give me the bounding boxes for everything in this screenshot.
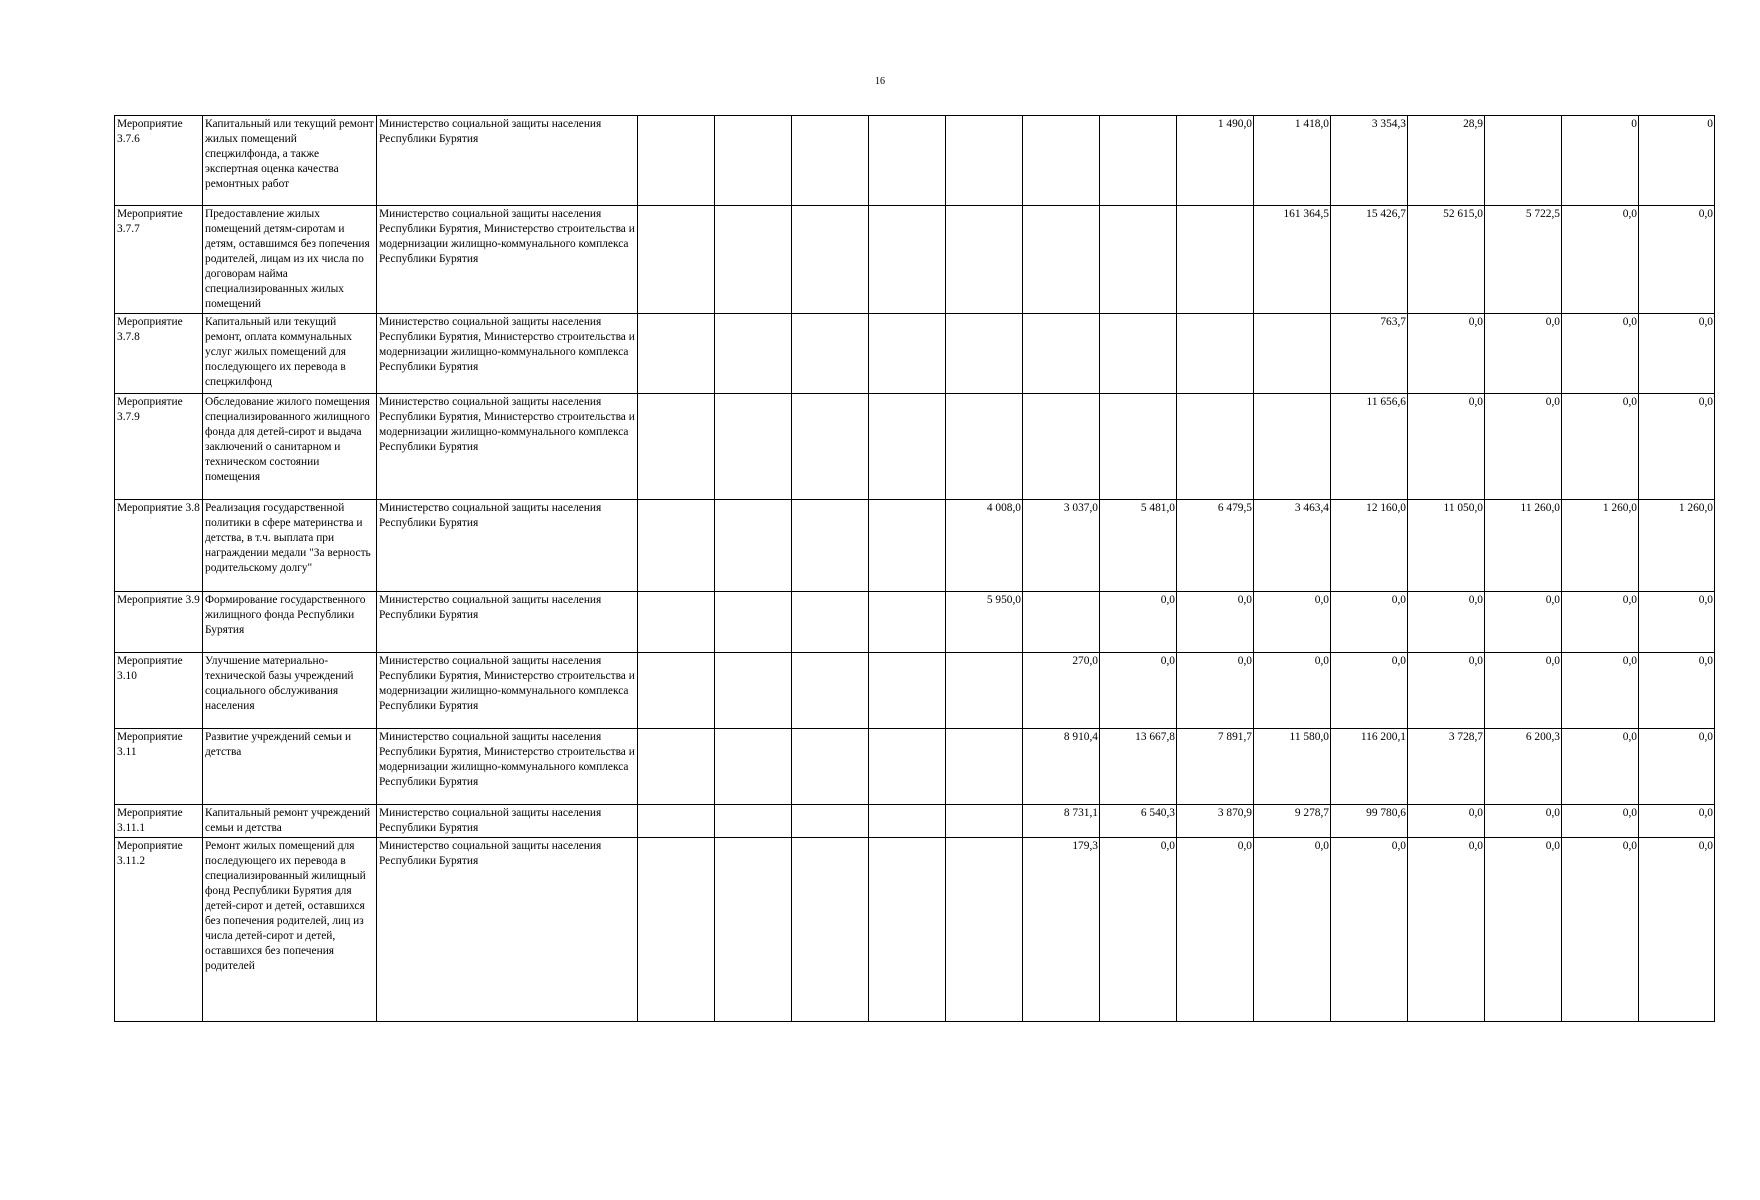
value-cell: 0,0 (1639, 206, 1715, 314)
value-cell: 0,0 (1562, 206, 1639, 314)
executor: Министерство социальной защиты населения Республики Бурятия, Министерство строительства и модернизации жилищно-коммунального комплекса Республики Бурятия (377, 653, 638, 729)
executor: Министерство социальной защиты населения Республики Бурятия (377, 116, 638, 206)
value-cell: 0,0 (1254, 653, 1331, 729)
value-cell: 0,0 (1639, 314, 1715, 394)
executor: Министерство социальной защиты населения Республики Бурятия (377, 592, 638, 653)
value-cell: 763,7 (1331, 314, 1408, 394)
table-row (115, 394, 1715, 500)
value-cell: 0,0 (1331, 592, 1408, 653)
value-cell: 0,0 (1485, 394, 1562, 500)
value-cell (792, 653, 869, 729)
value-cell (638, 838, 715, 1022)
value-cell (715, 206, 792, 314)
value-cell: 270,0 (1023, 653, 1100, 729)
value-cell (946, 805, 1023, 838)
value-cell (638, 394, 715, 500)
table-row (115, 838, 1715, 1022)
value-cell: 8 731,1 (1023, 805, 1100, 838)
value-cell (715, 805, 792, 838)
value-cell: 0,0 (1177, 653, 1254, 729)
value-cell (1177, 206, 1254, 314)
executor: Министерство социальной защиты населения Республики Бурятия, Министерство строительства и модернизации жилищно-коммунального комплекса Республики Бурятия (377, 206, 638, 314)
value-cell: 0,0 (1562, 729, 1639, 805)
value-cell (1100, 394, 1177, 500)
activity-title: Капитальный или текущий ремонт, оплата коммунальных услуг жилых помещений для последующего их перевода в спецжилфонд (203, 314, 377, 394)
activity-title: Ремонт жилых помещений для последующего их перевода в специализированный жилищный фонд Республики Бурятия для детей-сирот и детей, оставшихся без попечения родителей, лиц из числа детей-сирот и детей, оставшихся без попечения родителей (203, 838, 377, 1022)
activity-code: Мероприятие 3.7.8 (115, 314, 203, 394)
value-cell (792, 592, 869, 653)
executor: Министерство социальной защиты населения Республики Бурятия, Министерство строительства и модернизации жилищно-коммунального комплекса Республики Бурятия (377, 314, 638, 394)
value-cell (1100, 314, 1177, 394)
value-cell (869, 805, 946, 838)
value-cell (1023, 592, 1100, 653)
value-cell: 116 200,1 (1331, 729, 1408, 805)
table-row (115, 206, 1715, 314)
value-cell (715, 838, 792, 1022)
activity-title: Улучшение материально-технической базы учреждений социального обслуживания населения (203, 653, 377, 729)
value-cell: 11 260,0 (1485, 500, 1562, 592)
value-cell: 9 278,7 (1254, 805, 1331, 838)
value-cell: 0,0 (1562, 805, 1639, 838)
value-cell (715, 592, 792, 653)
activity-title: Предоставление жилых помещений детям-сиротам и детям, оставшимся без попечения родителей, лицам из их числа по договорам найма специализированных жилых помещений (203, 206, 377, 314)
activity-title: Обследование жилого помещения специализированного жилищного фонда для детей-сирот и выдача заключений о санитарном и техническом состоянии помещения (203, 394, 377, 500)
value-cell (869, 206, 946, 314)
table-row (115, 500, 1715, 592)
value-cell: 3 870,9 (1177, 805, 1254, 838)
value-cell: 12 160,0 (1331, 500, 1408, 592)
value-cell: 1 418,0 (1254, 116, 1331, 206)
value-cell: 0,0 (1100, 838, 1177, 1022)
activity-title: Формирование государственного жилищного фонда Республики Бурятия (203, 592, 377, 653)
value-cell (792, 116, 869, 206)
value-cell (715, 314, 792, 394)
value-cell (792, 838, 869, 1022)
budget-table (114, 115, 1715, 1022)
value-cell: 0,0 (1639, 729, 1715, 805)
value-cell: 0,0 (1331, 653, 1408, 729)
value-cell (1023, 206, 1100, 314)
value-cell: 0,0 (1177, 838, 1254, 1022)
value-cell: 0,0 (1408, 314, 1485, 394)
value-cell: 11 656,6 (1331, 394, 1408, 500)
value-cell: 13 667,8 (1100, 729, 1177, 805)
value-cell: 0,0 (1562, 314, 1639, 394)
value-cell: 0,0 (1485, 838, 1562, 1022)
value-cell: 0,0 (1562, 394, 1639, 500)
value-cell: 0,0 (1331, 838, 1408, 1022)
value-cell (1023, 394, 1100, 500)
value-cell: 15 426,7 (1331, 206, 1408, 314)
value-cell (715, 116, 792, 206)
value-cell (946, 206, 1023, 314)
value-cell (715, 653, 792, 729)
value-cell (946, 394, 1023, 500)
value-cell: 0 (1639, 116, 1715, 206)
table-row (115, 314, 1715, 394)
value-cell: 0,0 (1485, 805, 1562, 838)
executor: Министерство социальной защиты населения Республики Бурятия, Министерство строительства и модернизации жилищно-коммунального комплекса Республики Бурятия (377, 729, 638, 805)
value-cell (792, 206, 869, 314)
value-cell: 0,0 (1562, 592, 1639, 653)
activity-code: Мероприятие 3.10 (115, 653, 203, 729)
value-cell (869, 838, 946, 1022)
table-row (115, 805, 1715, 838)
value-cell (946, 314, 1023, 394)
value-cell (946, 116, 1023, 206)
value-cell (1254, 394, 1331, 500)
activity-title: Капитальный или текущий ремонт жилых помещений спецжилфонда, а также экспертная оценка качества ремонтных работ (203, 116, 377, 206)
value-cell: 0,0 (1639, 653, 1715, 729)
value-cell: 0,0 (1639, 394, 1715, 500)
value-cell (638, 653, 715, 729)
value-cell: 0,0 (1100, 592, 1177, 653)
value-cell: 99 780,6 (1331, 805, 1408, 838)
value-cell (1023, 314, 1100, 394)
table-row (115, 653, 1715, 729)
value-cell (1100, 206, 1177, 314)
value-cell (1177, 394, 1254, 500)
value-cell (638, 116, 715, 206)
value-cell (638, 729, 715, 805)
value-cell: 0,0 (1408, 653, 1485, 729)
table-row (115, 116, 1715, 206)
page-number: 16 (875, 76, 885, 87)
table-row (115, 729, 1715, 805)
value-cell: 8 910,4 (1023, 729, 1100, 805)
value-cell: 0,0 (1408, 838, 1485, 1022)
activity-code: Мероприятие 3.7.9 (115, 394, 203, 500)
value-cell: 5 950,0 (946, 592, 1023, 653)
value-cell (638, 206, 715, 314)
value-cell: 0,0 (1408, 805, 1485, 838)
value-cell (792, 729, 869, 805)
table-row (115, 592, 1715, 653)
executor: Министерство социальной защиты населения Республики Бурятия, Министерство строительства и модернизации жилищно-коммунального комплекса Республики Бурятия (377, 394, 638, 500)
value-cell (792, 394, 869, 500)
value-cell: 1 490,0 (1177, 116, 1254, 206)
value-cell: 0,0 (1562, 838, 1639, 1022)
value-cell: 0,0 (1639, 838, 1715, 1022)
value-cell: 3 354,3 (1331, 116, 1408, 206)
executor: Министерство социальной защиты населения Республики Бурятия (377, 805, 638, 838)
value-cell: 28,9 (1408, 116, 1485, 206)
executor: Министерство социальной защиты населения Республики Бурятия (377, 838, 638, 1022)
value-cell (792, 500, 869, 592)
value-cell: 1 260,0 (1562, 500, 1639, 592)
value-cell (1177, 314, 1254, 394)
value-cell: 52 615,0 (1408, 206, 1485, 314)
activity-code: Мероприятие 3.11.1 (115, 805, 203, 838)
value-cell: 0,0 (1485, 592, 1562, 653)
value-cell: 3 463,4 (1254, 500, 1331, 592)
value-cell: 6 479,5 (1177, 500, 1254, 592)
value-cell (869, 394, 946, 500)
value-cell: 0,0 (1408, 394, 1485, 500)
value-cell: 179,3 (1023, 838, 1100, 1022)
value-cell: 0,0 (1177, 592, 1254, 653)
value-cell: 1 260,0 (1639, 500, 1715, 592)
activity-code: Мероприятие 3.8 (115, 500, 203, 592)
value-cell (715, 500, 792, 592)
value-cell: 0,0 (1639, 805, 1715, 838)
value-cell (638, 592, 715, 653)
value-cell (869, 314, 946, 394)
value-cell: 0,0 (1254, 592, 1331, 653)
value-cell: 7 891,7 (1177, 729, 1254, 805)
activity-code: Мероприятие 3.11.2 (115, 838, 203, 1022)
value-cell: 3 728,7 (1408, 729, 1485, 805)
value-cell (792, 805, 869, 838)
executor: Министерство социальной защиты населения Республики Бурятия (377, 500, 638, 592)
value-cell: 5 481,0 (1100, 500, 1177, 592)
value-cell (792, 314, 869, 394)
value-cell (638, 805, 715, 838)
value-cell (638, 500, 715, 592)
value-cell: 0,0 (1562, 653, 1639, 729)
value-cell (946, 838, 1023, 1022)
value-cell (869, 729, 946, 805)
value-cell: 4 008,0 (946, 500, 1023, 592)
activity-code: Мероприятие 3.9 (115, 592, 203, 653)
value-cell (715, 394, 792, 500)
value-cell: 0 (1562, 116, 1639, 206)
value-cell (715, 729, 792, 805)
value-cell (1254, 314, 1331, 394)
value-cell: 3 037,0 (1023, 500, 1100, 592)
value-cell (946, 653, 1023, 729)
activity-code: Мероприятие 3.7.7 (115, 206, 203, 314)
value-cell (638, 314, 715, 394)
value-cell: 0,0 (1485, 314, 1562, 394)
value-cell: 0,0 (1100, 653, 1177, 729)
value-cell (1485, 116, 1562, 206)
activity-title: Капитальный ремонт учреждений семьи и детства (203, 805, 377, 838)
activity-code: Мероприятие 3.7.6 (115, 116, 203, 206)
activity-title: Реализация государственной политики в сфере материнства и детства, в т.ч. выплата при награждении медали "За верность родительскому долгу" (203, 500, 377, 592)
value-cell: 0,0 (1639, 592, 1715, 653)
value-cell: 6 540,3 (1100, 805, 1177, 838)
value-cell: 5 722,5 (1485, 206, 1562, 314)
value-cell (869, 116, 946, 206)
value-cell (869, 592, 946, 653)
value-cell: 0,0 (1254, 838, 1331, 1022)
value-cell: 11 580,0 (1254, 729, 1331, 805)
value-cell (1100, 116, 1177, 206)
activity-title: Развитие учреждений семьи и детства (203, 729, 377, 805)
value-cell (869, 653, 946, 729)
value-cell (946, 729, 1023, 805)
value-cell: 6 200,3 (1485, 729, 1562, 805)
value-cell (1023, 116, 1100, 206)
value-cell: 0,0 (1408, 592, 1485, 653)
value-cell: 11 050,0 (1408, 500, 1485, 592)
table-body (115, 116, 1715, 1022)
value-cell: 0,0 (1485, 653, 1562, 729)
activity-code: Мероприятие 3.11 (115, 729, 203, 805)
value-cell (869, 500, 946, 592)
value-cell: 161 364,5 (1254, 206, 1331, 314)
